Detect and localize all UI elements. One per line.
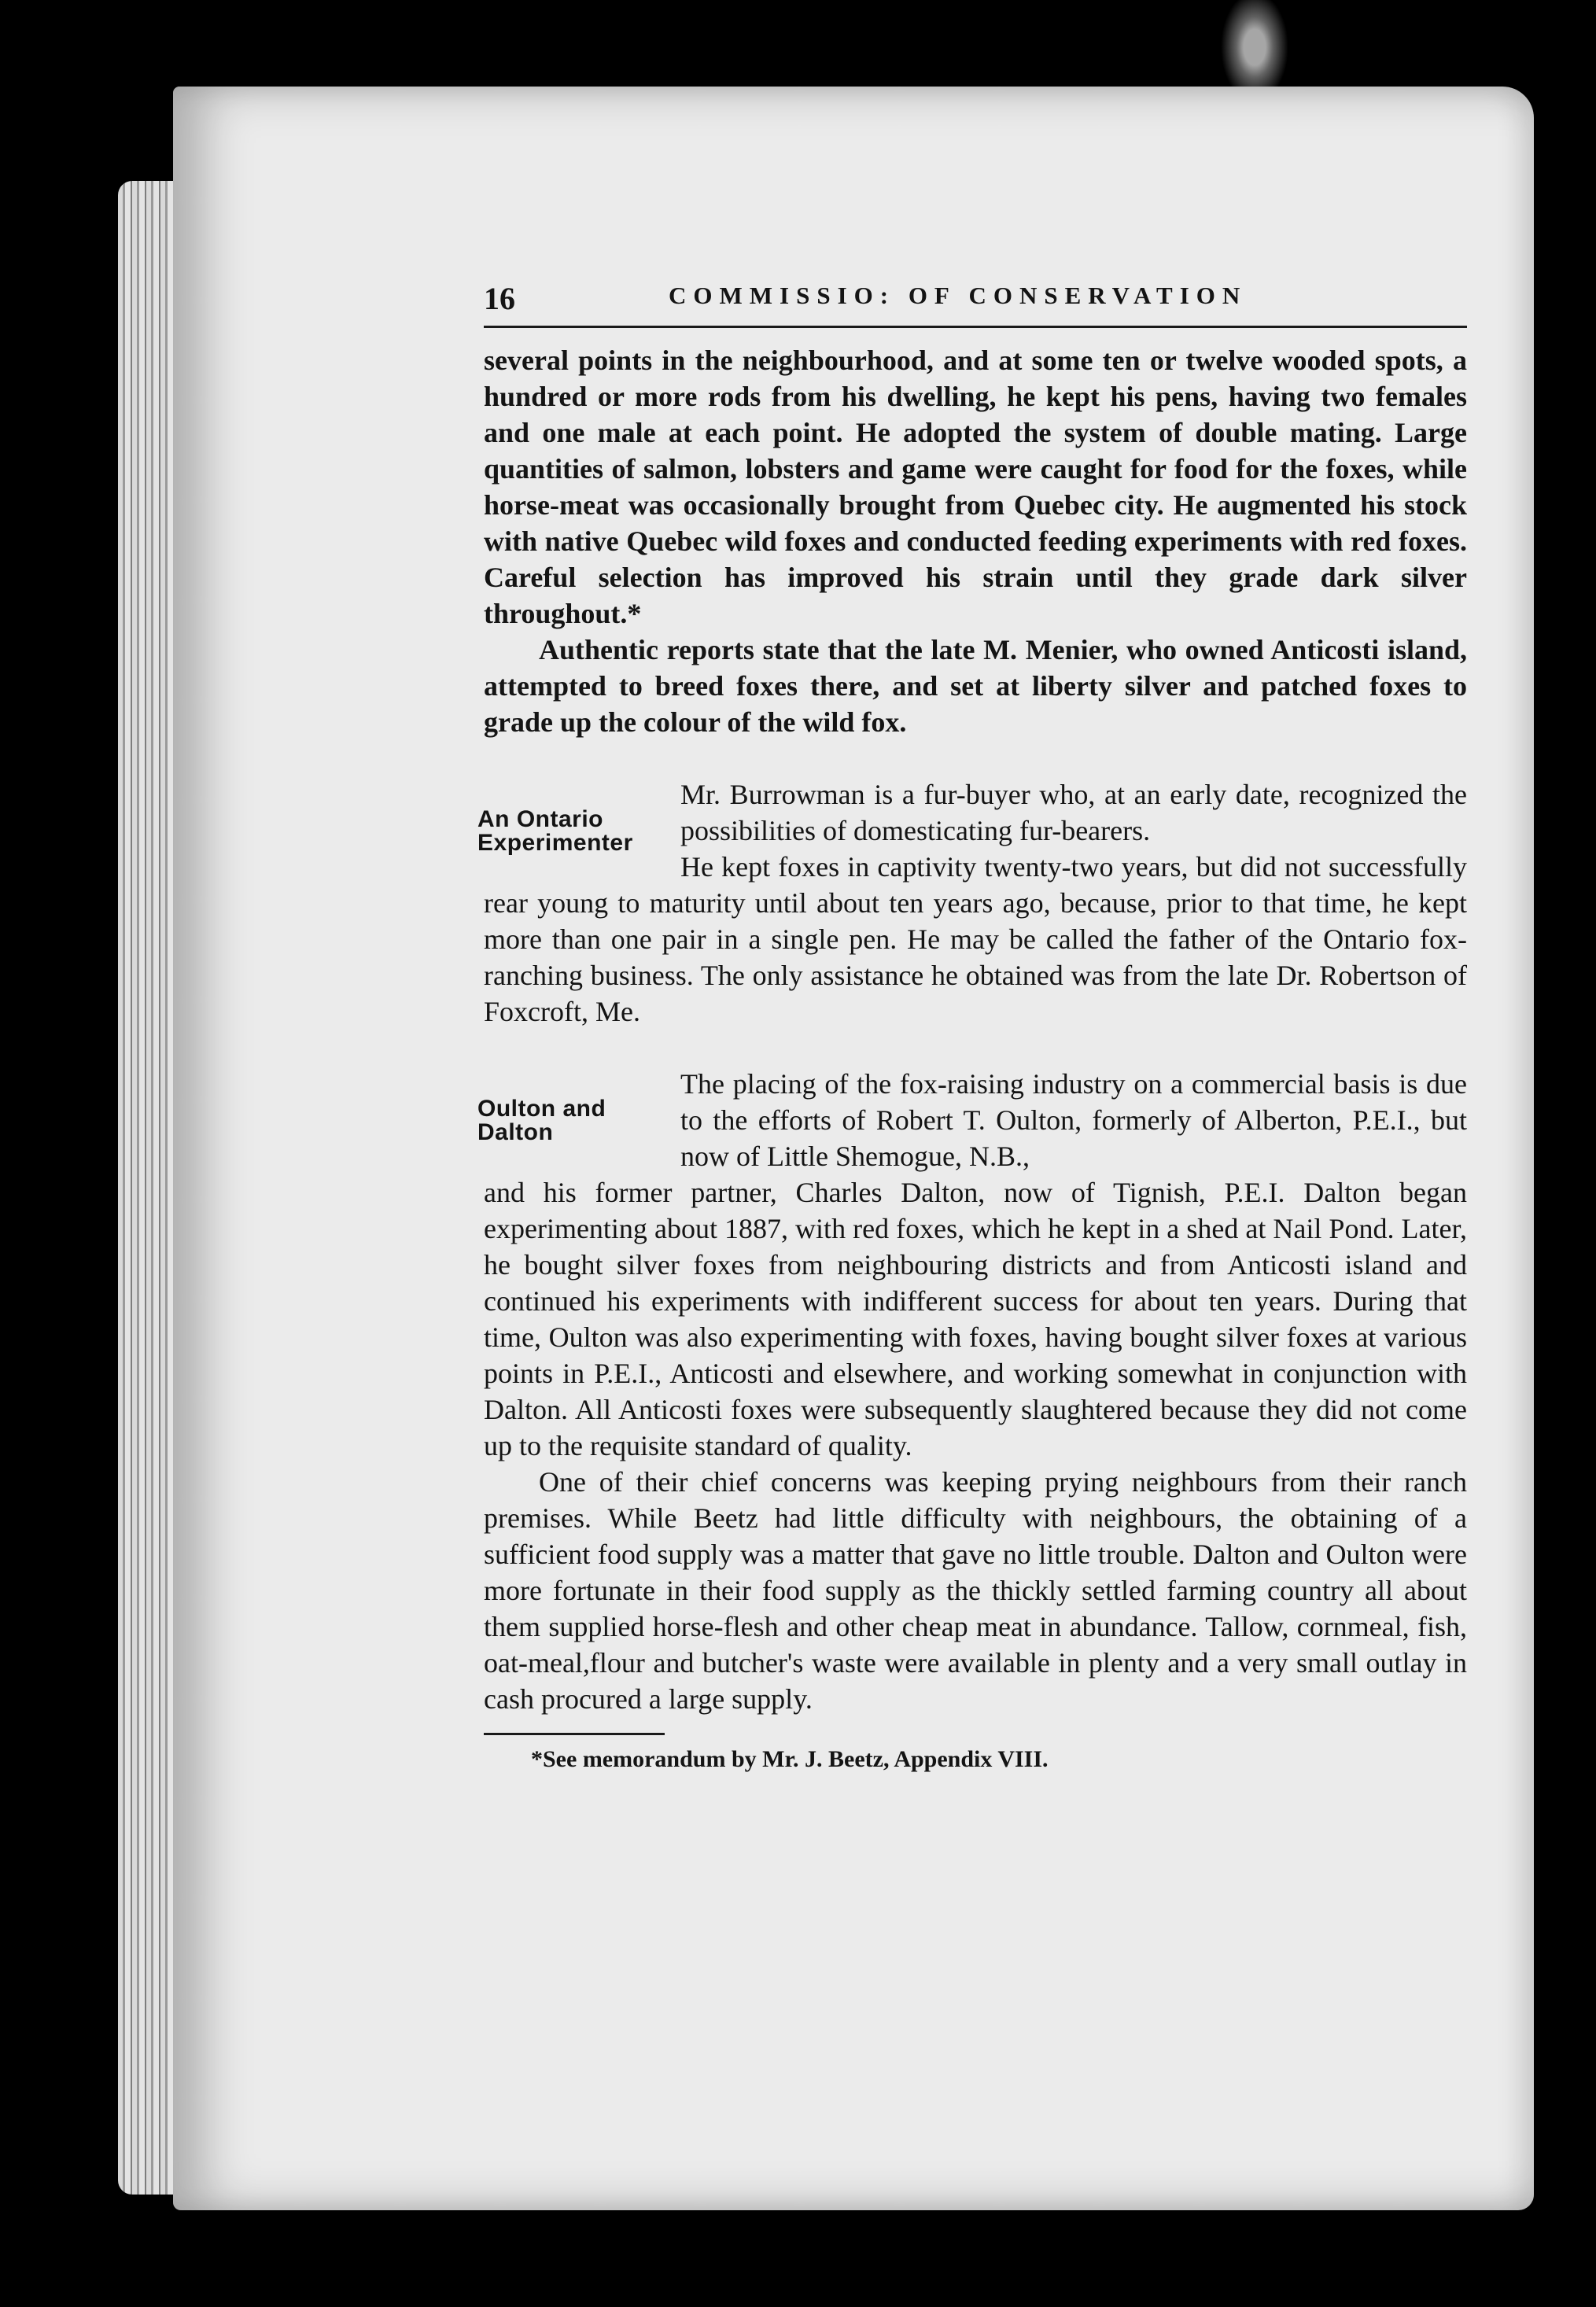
side-heading: Oulton and Dalton: [477, 1096, 606, 1145]
section-text: and his former partner, Charles Dalton, now of Tignish, P.E.I. Dalton began experimenting about 1887, with red foxes, which he kept in a shed at Nail Pond. Later, he bought silver foxes from neighbouring districts and from Anticosti island and continued his experiments with indifferent success for about ten years. During that time, Oulton was also experimenting with foxes, having bought silver foxes at various points in P.E.I., Anticosti and elsewhere, and working somewhat in conjunction with Dalton. All Anticosti foxes were subsequently slaughtered because they did not come up to the requisite standard of quality.: [484, 1177, 1467, 1461]
paragraph-3: One of their chief concerns was keeping prying neighbours from their ranch premises. While Beetz had little difficulty with neighbours, the obtaining of a sufficient food supply was a matter that gave no little trouble. Dalton and Oulton were more fortunate in their food supply as the thickly settled farming country all about them supplied horse-flesh and other cheap meat in abundance. Tallow, cornmeal, fish, oat-meal,flour and butcher's waste were available in plenty and a very small outlay in cash procured a large supply.: [484, 1466, 1467, 1715]
running-title: COMMISSIO: OF CONSERVATION: [669, 282, 1248, 309]
section-oulton-dalton: [477, 1066, 1467, 1464]
paragraph-1: several points in the neighbourhood, and at some ten or twelve wooded spots, a hundred or more rods from his dwelling, he kept his pens, having two females and one male at each point. He adopted the system of double mating. Large quantities of salmon, lobsters and game were caught for food for the foxes, while horse-meat was occasionally brought from Quebec city. He augmented his stock with native Quebec wild foxes and conducted feeding experiments with red foxes. Careful selection has improved his strain until they grade dark silver throughout.*: [484, 345, 1467, 629]
paragraph-2: Authentic reports state that the late M. Menier, who owned Anticosti island, attempted to breed foxes there, and set at liberty silver and patched foxes to grade up the colour of the wild fox.: [484, 634, 1467, 738]
section-text-body: He kept foxes in captivity twenty-two years, but did not successfully rear young to maturity until about ten years ago, because, prior to that time, he kept more than one pair in a single pen. He may be called the father of the Ontario fox-ranching business. The only assistance he obtained was from the late Dr. Robertson of Foxcroft, Me.: [484, 851, 1467, 1027]
section-lead-text: The placing of the fox-raising industry on a commercial basis is due to the efforts of Robert T. Oulton, formerly of Alberton, P.E.I., but now of Little Shemogue, N.B.,: [680, 1068, 1467, 1172]
footnote: *See memorandum by Mr. J. Beetz, Appendix VIII.: [531, 1746, 1049, 1772]
section-text: [484, 849, 1467, 1030]
page-text: [477, 275, 1467, 1773]
footnote-rule: [484, 1733, 665, 1735]
page-number: 16: [484, 281, 515, 316]
section-lead-text: Mr. Burrowman is a fur-buyer who, at an early date, recognized the possibilities of domesticating fur-bearers.: [680, 779, 1467, 846]
section-ontario-experimenter: [477, 776, 1467, 1030]
page-header: [484, 275, 1467, 328]
side-heading: An Ontario Experimenter: [477, 806, 633, 856]
section-lead: [484, 1066, 1467, 1174]
